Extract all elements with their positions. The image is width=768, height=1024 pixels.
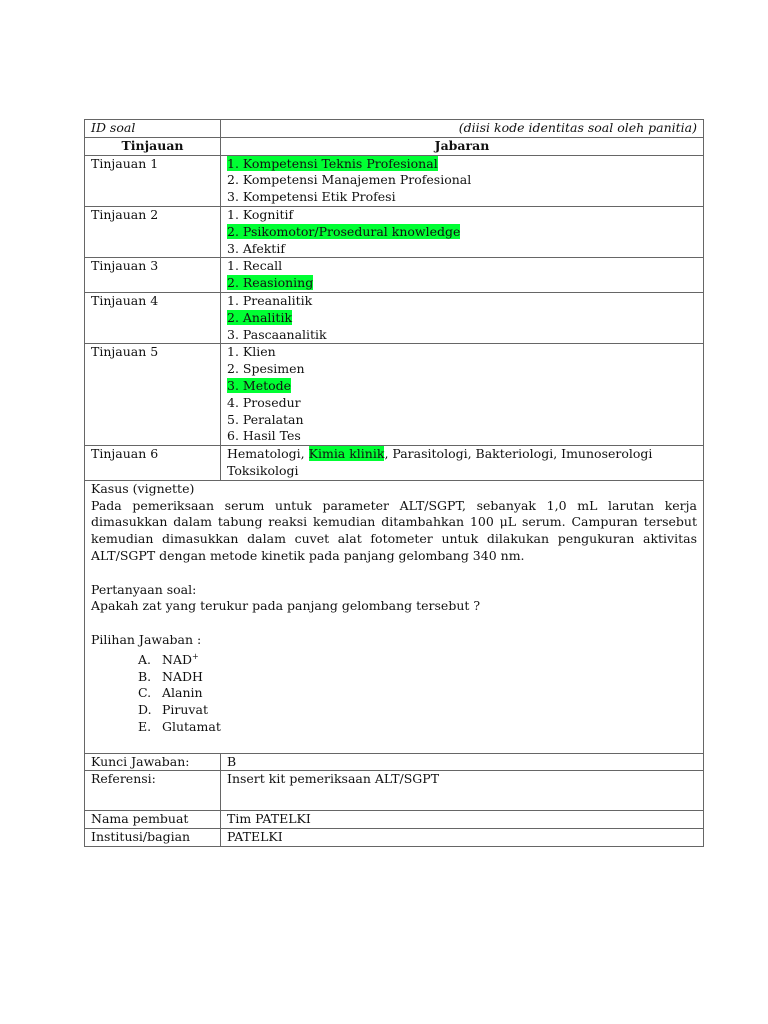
header-row: [85, 137, 704, 155]
case-row: [85, 480, 704, 753]
tinjauan-label: Tinjauan 6: [85, 446, 221, 481]
tinjauan-item: 3. Pascaanalitik: [227, 326, 327, 342]
id-label: ID soal: [85, 120, 221, 138]
column-header-jabaran: Jabaran: [221, 137, 704, 155]
tinjauan-item: 1. Recall: [227, 258, 283, 274]
tinjauan-item: 2. Spesimen: [227, 361, 305, 377]
tinjauan-row-4: [85, 292, 704, 343]
institution-row: [85, 829, 704, 847]
tinjauan-item-selected: 1. Kompetensi Teknis Profesional: [227, 155, 438, 171]
reference-row: [85, 771, 704, 811]
tinjauan-row-6: [85, 446, 704, 481]
tinjauan-item-selected: Kimia klinik: [308, 446, 385, 462]
id-note: (diisi kode identitas soal oleh panitia): [221, 120, 704, 138]
institution-value: PATELKI: [221, 829, 704, 847]
question-label: Pertanyaan soal:: [91, 581, 197, 597]
author-row: [85, 811, 704, 829]
tinjauan-item: 1. Preanalitik: [227, 292, 313, 308]
tinjauan-items: [221, 344, 704, 446]
answer-key-label: Kunci Jawaban:: [85, 753, 221, 771]
case-cell: [85, 480, 704, 753]
reference-value: Insert kit pemeriksaan ALT/SGPT: [221, 771, 704, 811]
tinjauan-item: 2. Kompetensi Manajemen Profesional: [227, 172, 472, 188]
id-row: [85, 120, 704, 138]
tinjauan-label: Tinjauan 4: [85, 292, 221, 343]
tinjauan6-line2: Toksikologi: [227, 462, 299, 478]
tinjauan-item-selected: 3. Metode: [227, 377, 292, 393]
answer-options: [91, 649, 697, 736]
tinjauan-label: Tinjauan 2: [85, 206, 221, 257]
tinjauan6-after: , Parasitologi, Bakteriologi, Imunoserologi: [384, 446, 653, 462]
tinjauan-items: [221, 292, 704, 343]
options-label: Pilihan Jawaban :: [91, 631, 202, 647]
tinjauan-row-1: [85, 155, 704, 206]
tinjauan-item-selected: 2. Psikomotor/Prosedural knowledge: [227, 223, 461, 239]
tinjauan-item: 1. Kognitif: [227, 206, 294, 222]
institution-label: Institusi/bagian: [85, 829, 221, 847]
author-value: Tim PATELKI: [221, 811, 704, 829]
tinjauan-item: 3. Afektif: [227, 240, 285, 256]
case-text: Pada pemeriksaan serum untuk parameter ALT/SGPT, sebanyak 1,0 mL larutan kerja dimasukkan dalam tabung reaksi kemudian ditambahkan 100 μL serum. Campuran tersebut kemudian dimasukkan dalam cuvet alat fotometer untuk dilakukan pengukuran aktivitas ALT/SGPT dengan metode kinetik pada panjang gelombang 340 nm.: [91, 497, 697, 563]
case-title: Kasus (vignette): [91, 480, 195, 496]
answer-option: B. NADH: [138, 668, 203, 684]
tinjauan-label: Tinjauan 5: [85, 344, 221, 446]
tinjauan-item: 3. Kompetensi Etik Profesi: [227, 189, 396, 205]
answer-key-value: B: [221, 753, 704, 771]
answer-option: C. Alanin: [138, 685, 203, 701]
answer-option: E. Glutamat: [138, 719, 221, 735]
tinjauan-item: 5. Peralatan: [227, 411, 304, 427]
tinjauan-item-selected: 2. Analitik: [227, 309, 293, 325]
answer-option: A. NAD+: [138, 651, 199, 667]
question-text: Apakah zat yang terukur pada panjang gelombang tersebut ?: [91, 598, 481, 614]
tinjauan-row-2: [85, 206, 704, 257]
answer-key-row: [85, 753, 704, 771]
answer-option: D. Piruvat: [138, 702, 208, 718]
tinjauan-items: [221, 446, 704, 481]
tinjauan-row-5: [85, 344, 704, 446]
tinjauan-items: [221, 155, 704, 206]
column-header-tinjauan: Tinjauan: [85, 137, 221, 155]
reference-label: Referensi:: [85, 771, 221, 811]
tinjauan6-before: Hematologi,: [227, 446, 309, 462]
tinjauan-item: 6. Hasil Tes: [227, 428, 301, 444]
tinjauan-item: 1. Klien: [227, 344, 276, 360]
tinjauan-items: [221, 206, 704, 257]
tinjauan-row-3: [85, 258, 704, 293]
tinjauan-label: Tinjauan 3: [85, 258, 221, 293]
tinjauan-label: Tinjauan 1: [85, 155, 221, 206]
question-form-table: [84, 119, 704, 847]
tinjauan-items: [221, 258, 704, 293]
tinjauan-item-selected: 2. Reasioning: [227, 275, 314, 291]
author-label: Nama pembuat: [85, 811, 221, 829]
tinjauan-item: 4. Prosedur: [227, 394, 301, 410]
